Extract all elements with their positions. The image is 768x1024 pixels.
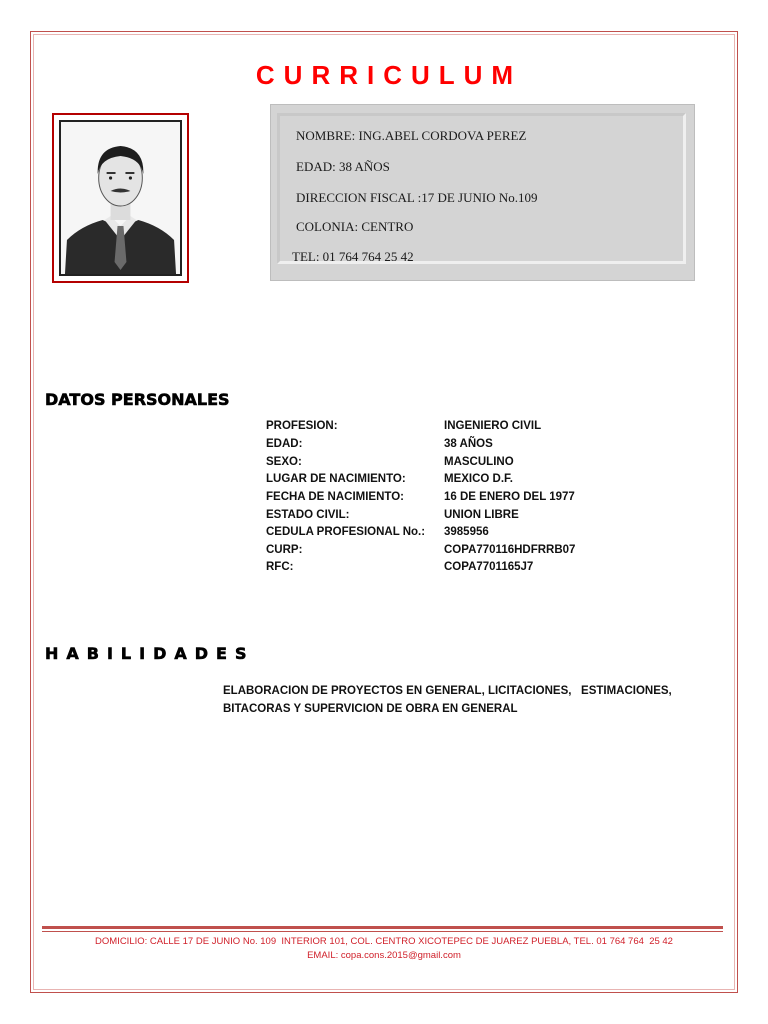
contact-name: NOMBRE: ING.ABEL CORDOVA PEREZ (296, 128, 527, 143)
habilidades-line-1: ELABORACION DE PROYECTOS EN GENERAL, LICITACIONES, ESTIMACIONES, (223, 685, 672, 697)
label-estado-civil: ESTADO CIVIL: (266, 509, 350, 521)
label-sexo: SEXO: (266, 456, 302, 468)
value-sexo: MASCULINO (444, 456, 514, 468)
label-profesion: PROFESION: (266, 420, 338, 432)
datos-personales-heading: DATOS PERSONALES (45, 390, 230, 409)
value-curp: COPA770116HDFRRB07 (444, 544, 576, 556)
label-rfc: RFC: (266, 561, 294, 573)
habilidades-heading: HABILIDADES (45, 644, 255, 663)
label-lugar-nacimiento: LUGAR DE NACIMIENTO: (266, 473, 406, 485)
label-curp: CURP: (266, 544, 303, 556)
value-edad: 38 AÑOS (444, 438, 493, 450)
footer-divider (42, 926, 723, 929)
value-rfc: COPA7701165J7 (444, 561, 534, 573)
habilidades-text (223, 682, 693, 718)
value-lugar-nacimiento: MEXICO D.F. (444, 473, 514, 485)
page-title: CURRICULUM (255, 60, 523, 90)
label-cedula: CEDULA PROFESIONAL No.: (266, 526, 426, 538)
label-fecha-nacimiento: FECHA DE NACIMIENTO: (266, 491, 404, 503)
label-edad: EDAD: (266, 438, 303, 450)
habilidades-line-2: BITACORAS Y SUPERVICION DE OBRA EN GENERAL (223, 703, 518, 715)
portrait-image (61, 122, 180, 274)
contact-colonia: COLONIA: CENTRO (296, 219, 414, 234)
footer-address: DOMICILIO: CALLE 17 DE JUNIO No. 109 INTERIOR 101, COL. CENTRO XICOTEPEC DE JUAREZ PUEBLA, TEL. 01 764 764 25 42 (95, 936, 673, 947)
footer-divider-thin (42, 931, 723, 932)
contact-phone: TEL: 01 764 764 25 42 (292, 249, 414, 264)
value-fecha-nacimiento: 16 DE ENERO DEL 1977 (444, 491, 575, 503)
value-estado-civil: UNION LIBRE (444, 509, 519, 521)
contact-address: DIRECCION FISCAL :17 DE JUNIO No.109 (296, 190, 538, 205)
value-profesion: INGENIERO CIVIL (444, 420, 542, 432)
contact-info-box (270, 104, 695, 281)
profile-photo (52, 113, 189, 283)
value-cedula: 3985956 (444, 526, 489, 538)
contact-age: EDAD: 38 AÑOS (296, 159, 390, 174)
footer-email: EMAIL: copa.cons.2015@gmail.com (307, 950, 461, 961)
